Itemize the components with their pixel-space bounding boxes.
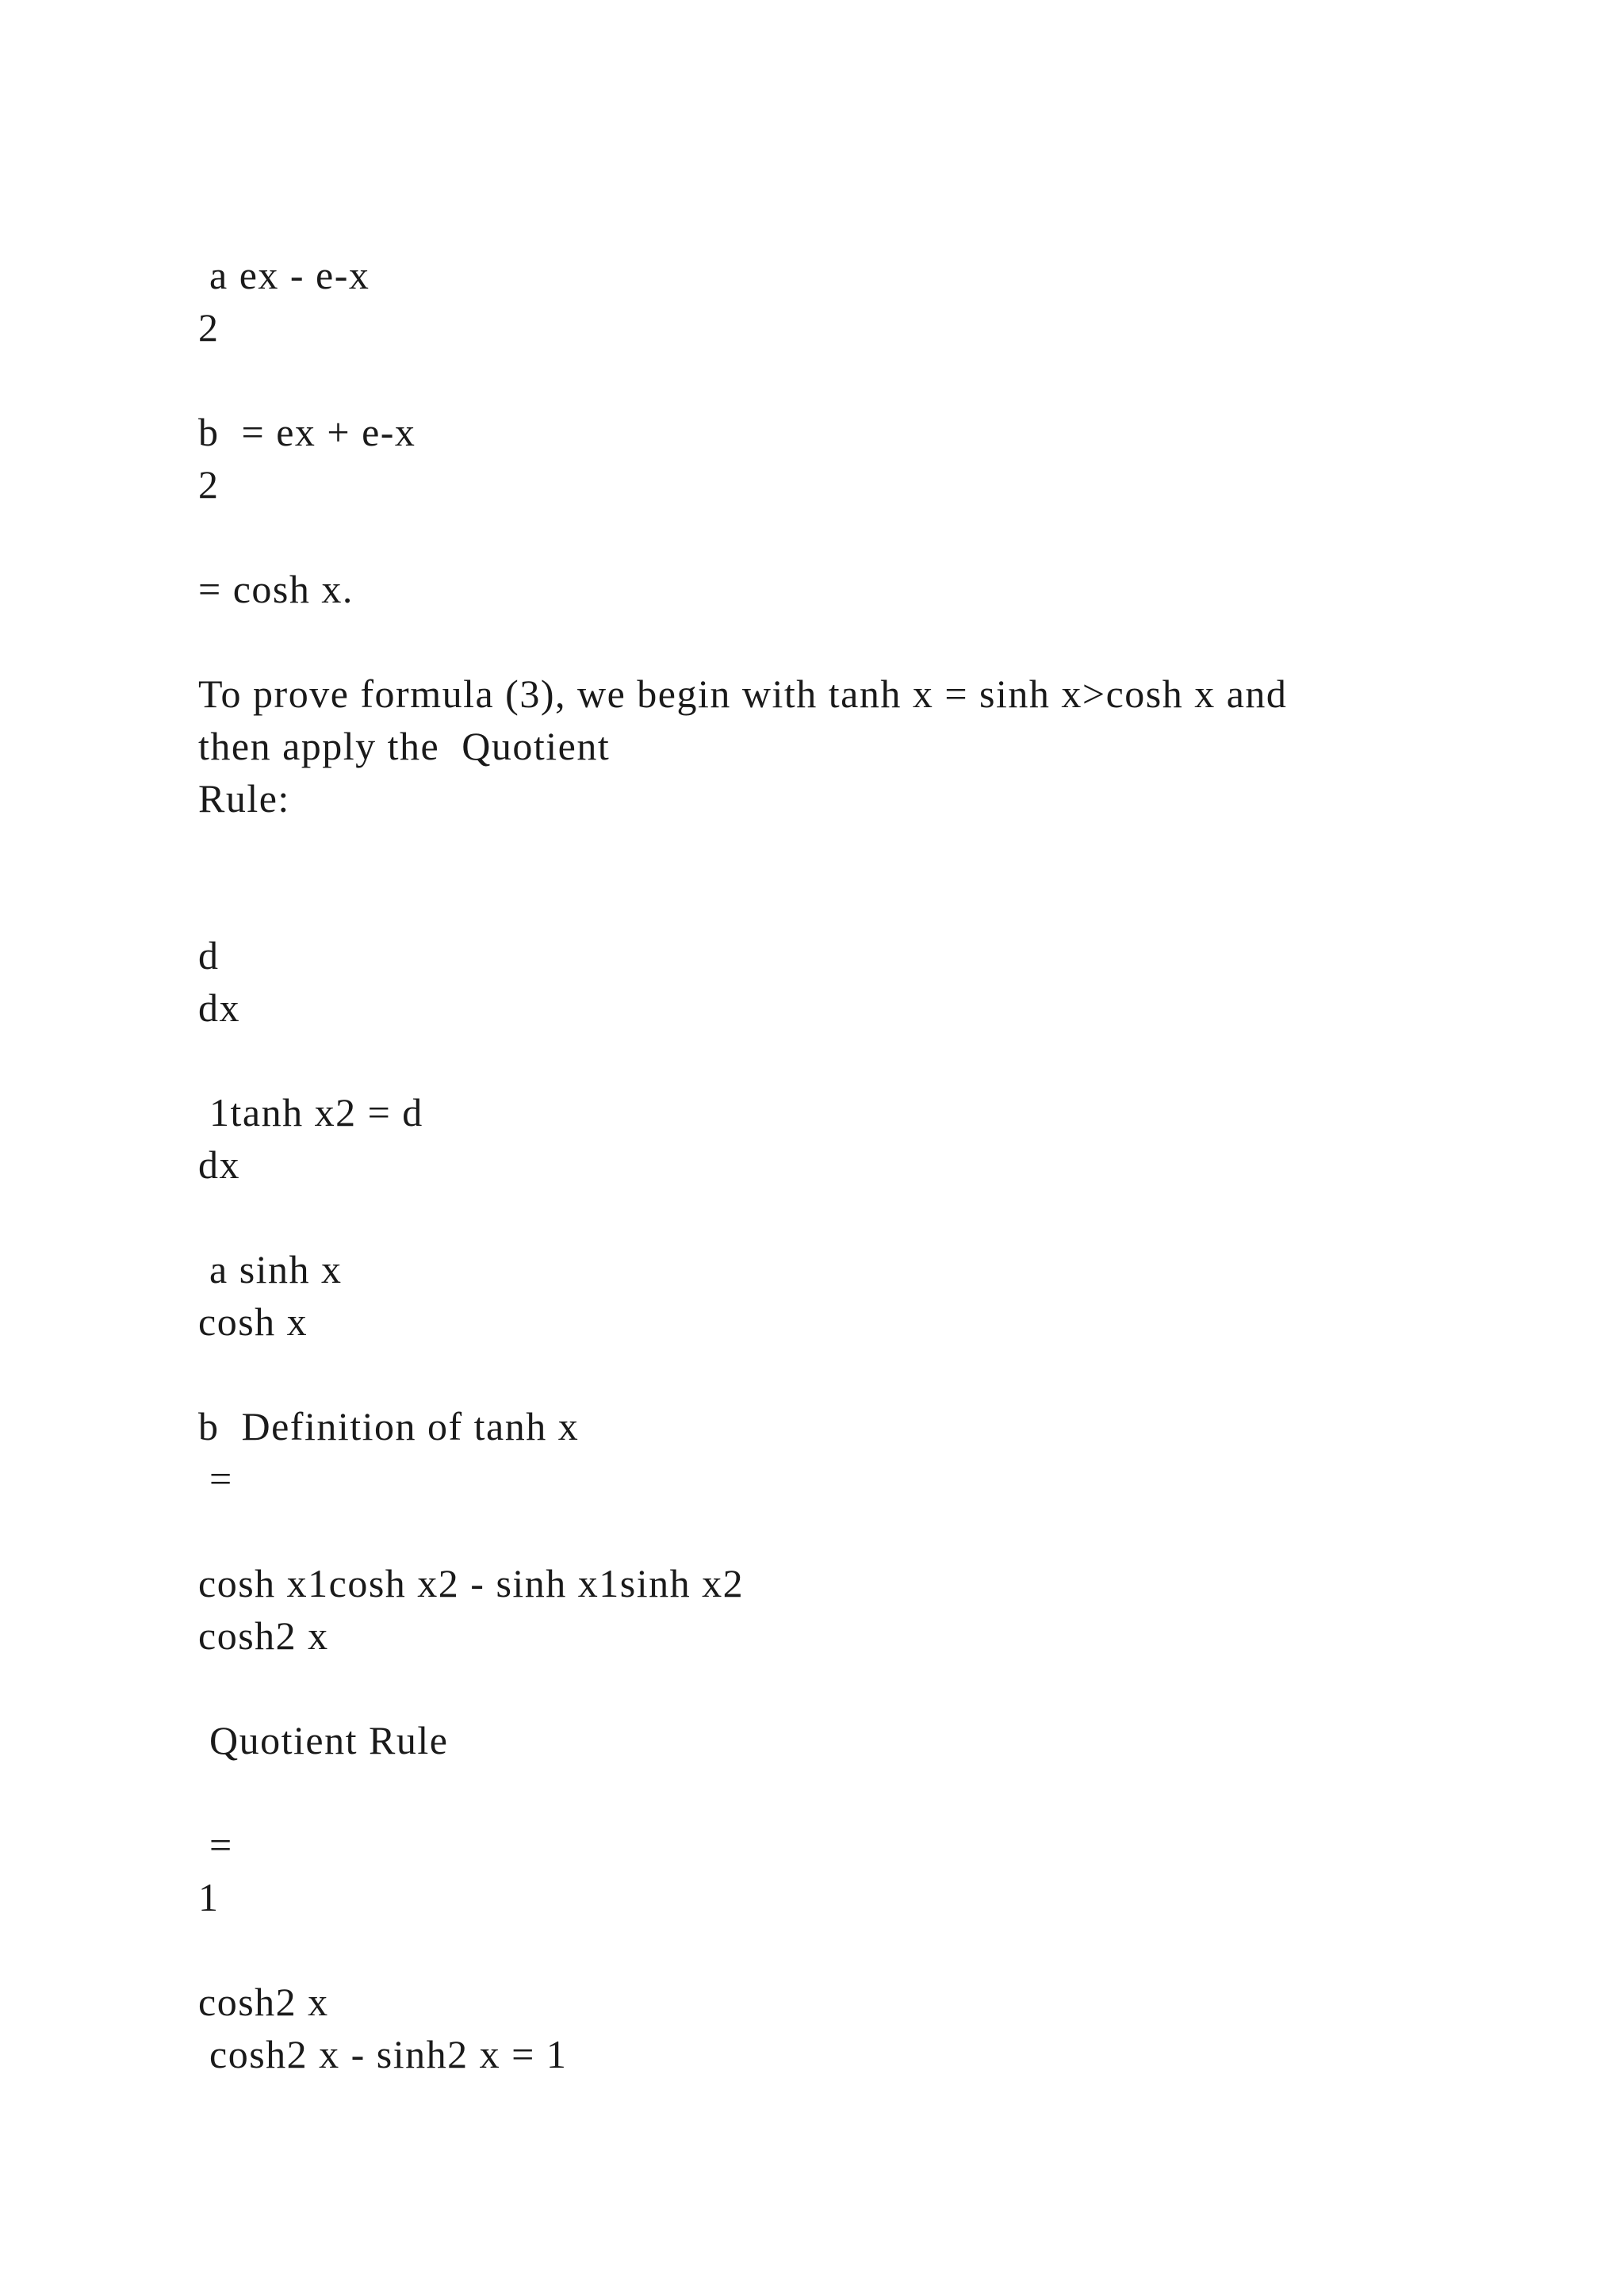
equation-line: a sinh x — [198, 1247, 343, 1292]
equation-line: cosh2 x — [198, 1613, 329, 1658]
equation-line: 2 — [198, 462, 220, 507]
equation-line: = — [198, 1823, 233, 1867]
equation-line: Quotient Rule — [198, 1718, 449, 1762]
paragraph-line: To prove formula (3), we begin with tanh x = sinh x>cosh x and — [198, 672, 1288, 716]
equation-line: b = ex + e-x — [198, 410, 416, 454]
equation-line: cosh2 x - sinh2 x = 1 — [198, 2032, 568, 2076]
equation-line: = cosh x. — [198, 567, 354, 611]
equation-line: cosh x — [198, 1299, 308, 1344]
equation-line: 2 — [198, 305, 220, 350]
equation-line: dx — [198, 1142, 240, 1187]
paragraph-line: Rule: — [198, 776, 290, 821]
paragraph-line: then apply the Quotient — [198, 724, 611, 768]
equation-line: 1 — [198, 1875, 220, 1919]
equation-line: b Definition of tanh x — [198, 1404, 580, 1448]
equation-line: a ex - e-x — [198, 253, 370, 297]
equation-line: d — [198, 933, 220, 978]
equation-line: cosh2 x — [198, 1980, 329, 2024]
equation-line: = — [198, 1456, 233, 1501]
equation-line: 1tanh x2 = d — [198, 1090, 423, 1135]
equation-line: dx — [198, 985, 240, 1030]
equation-line: cosh x1cosh x2 - sinh x1sinh x2 — [198, 1561, 745, 1605]
